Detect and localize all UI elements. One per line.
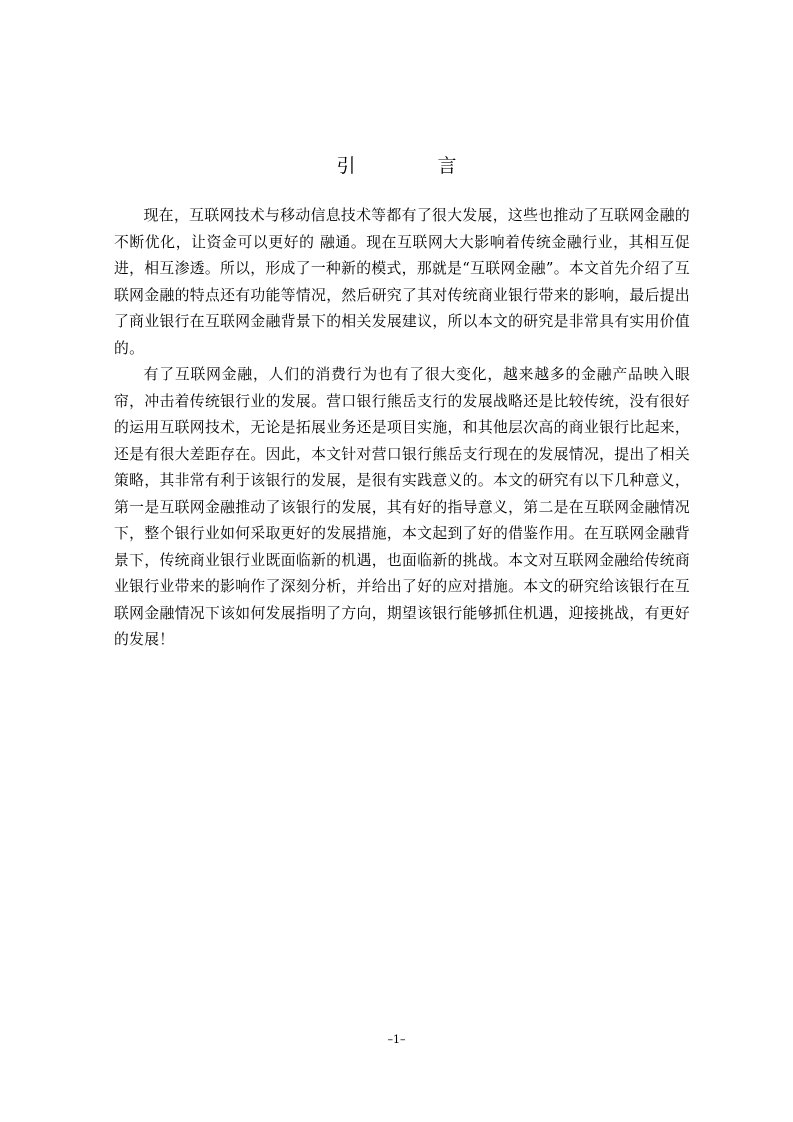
page-title: 引 言	[336, 155, 495, 177]
body-text	[114, 203, 690, 654]
paragraph-1: 现在，互联网技术与移动信息技术等都有了很大发展，这些也推动了互联网金融的不断优化，让资金可以更好的 融通。现在互联网大大影响着传统金融行业，其相互促进，相互渗透。所以，形成了一种新的模式，那就是“互联网金融”。本文首先介绍了互联网金融的特点还有功能等情况，然后研究了其对传统商业银行带来的影响，最后提出了商业银行在互联网金融背景下的相关发展建议，所以本文的研究是非常具有实用价值的。	[114, 207, 690, 357]
page-number: –1–	[387, 1033, 406, 1046]
paragraph-2: 有了互联网金融，人们的消费行为也有了很大变化，越来越多的金融产品映入眼帘，冲击着传统银行业的发展。营口银行熊岳支行的发展战略还是比较传统，没有很好的运用互联网技术，无论是拓展业务还是项目实施，和其他层次高的商业银行比起来，还是有很大差距存在。因此，本文针对营口银行熊岳支行现在的发展情况，提出了相关策略，其非常有利于该银行的发展，是很有实践意义的。本文的研究有以下几种意义，第一是互联网金融推动了该银行的发展，其有好的指导意义，第二是在互联网金融情况下，整个银行业如何采取更好的发展措施，本文起到了好的借鉴作用。在互联网金融背景下，传统商业银行业既面临新的机遇，也面临新的挑战。本文对互联网金融给传统商业银行业带来的影响作了深刻分析，并给出了好的应对措施。本文的研究给该银行在互联网金融情况下该如何发展指明了方向，期望该银行能够抓住机遇，迎接挑战，有更好的发展！	[114, 366, 690, 648]
